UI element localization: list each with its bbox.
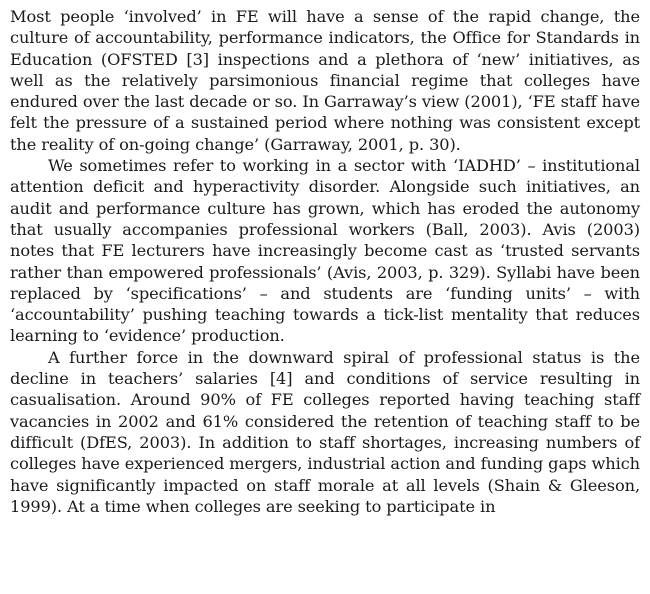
paragraph-1: Most people ‘involved’ in FE will have a sense of the rapid change, the culture of accountability, performance indicators, the Office for Standards in Education (OFSTED [3] inspections and a plethora of ‘new’ initiatives, as well as the relatively parsimonious financial regime that colleges have endured over the last decade or so. In Garraway’s view (2001), ‘FE staff have felt the pressure of a sustained period where nothing was consistent except the reality of on-going change’ (Garraway, 2001, p. 30). <box>10 7 640 154</box>
paragraph-2: We sometimes refer to working in a sector with ‘IADHD’ – institutional attention deficit and hyperactivity disorder. Alongside such initiatives, an audit and performance culture has grown, which has eroded the autonomy that usually accompanies professional workers (Ball, 2003). Avis (2003) notes that FE lecturers have increasingly become cast as ‘trusted servants rather than empowered professionals’ (Avis, 2003, p. 329). Syllabi have been replaced by ‘specifications’ – and students are ‘funding units’ – with ‘accountability’ pushing teaching towards a tick-list mentality that reduces learning to ‘evidence’ production. <box>10 156 640 346</box>
paragraph-3: A further force in the downward spiral of professional status is the decline in teachers’ salaries [4] and conditions of service resulting in casualisation. Around 90% of FE colleges reported having teaching staff vacancies in 2002 and 61% considered the retention of teaching staff to be difficult (DfES, 2003). In addition to staff shortages, increasing numbers of colleges have experienced mergers, industrial action and funding gaps which have significantly impacted on staff morale at all levels (Shain & Gleeson, 1999). At a time when colleges are seeking to participate in <box>10 347 640 516</box>
